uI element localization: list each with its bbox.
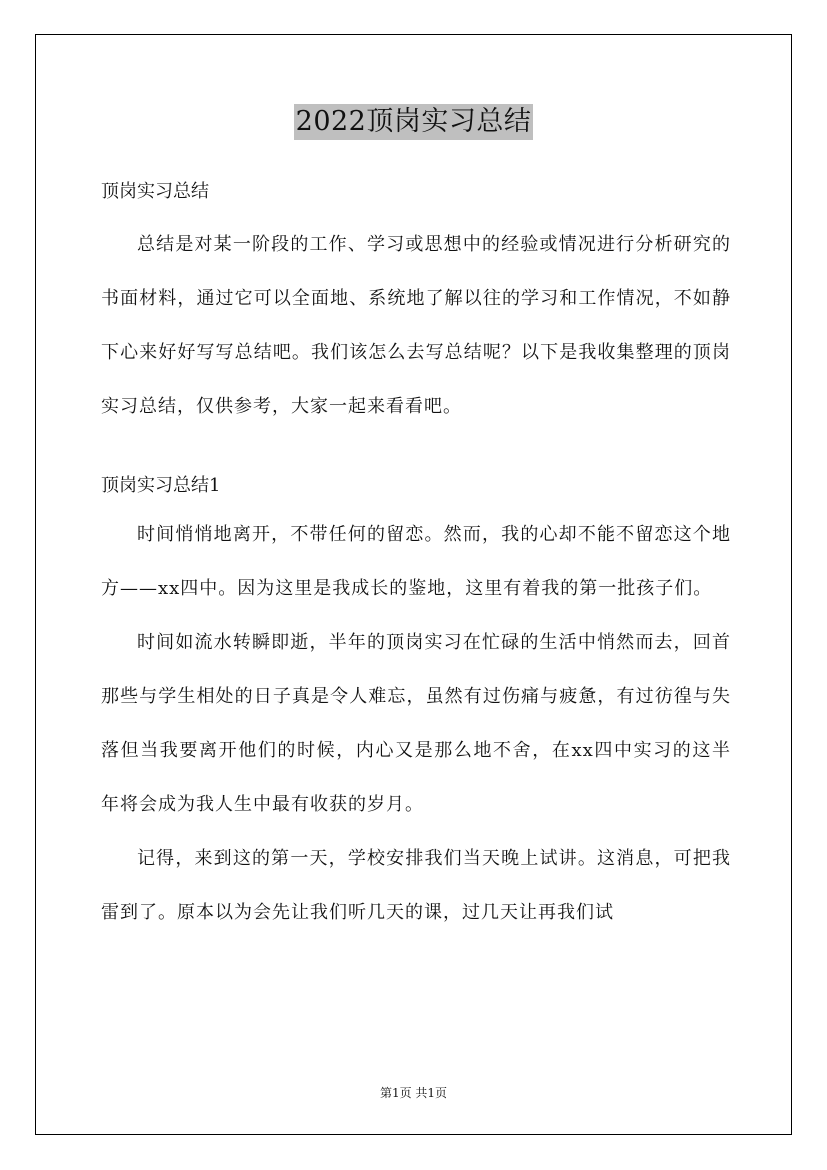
page-footer: 第1页 共1页 xyxy=(379,1086,448,1100)
section-heading: 顶岗实习总结 xyxy=(101,181,209,202)
intro-paragraph: 总结是对某一阶段的工作、学习或思想中的经验或情况进行分析研究的书面材料，通过它可以全面地、系统地了解以往的学习和工作情况，不如静下心来好好写写总结吧。我们该怎么去写总结呢？以下是我收集整理的顶岗实习总结，仅供参考，大家一起来看看吧。 xyxy=(101,234,731,417)
body-paragraph: 记得，来到这的第一天，学校安排我们当天晚上试讲。这消息，可把我雷到了。原本以为会先让我们听几天的课，过几天让再我们试 xyxy=(101,848,731,923)
body-paragraph: 时间悄悄地离开，不带任何的留恋。然而，我的心却不能不留恋这个地方——xx四中。因为这里是我成长的鉴地，这里有着我的第一批孩子们。 xyxy=(101,524,731,599)
document-title-text: 2022顶岗实习总结 xyxy=(294,104,534,140)
spacer xyxy=(101,434,731,464)
section-heading: 顶岗实习总结1 xyxy=(101,475,221,496)
body-paragraph: 时间如流水转瞬即逝，半年的顶岗实习在忙碌的生活中悄然而去，回首那些与学生相处的日子真是令人难忘，虽然有过伤痛与疲惫，有过彷徨与失落但当我要离开他们的时候，内心又是那么地不舍，在xx四中实习的这半年将会成为我人生中最有收获的岁月。 xyxy=(101,632,731,815)
document-body xyxy=(101,170,731,940)
document-title xyxy=(0,104,827,140)
